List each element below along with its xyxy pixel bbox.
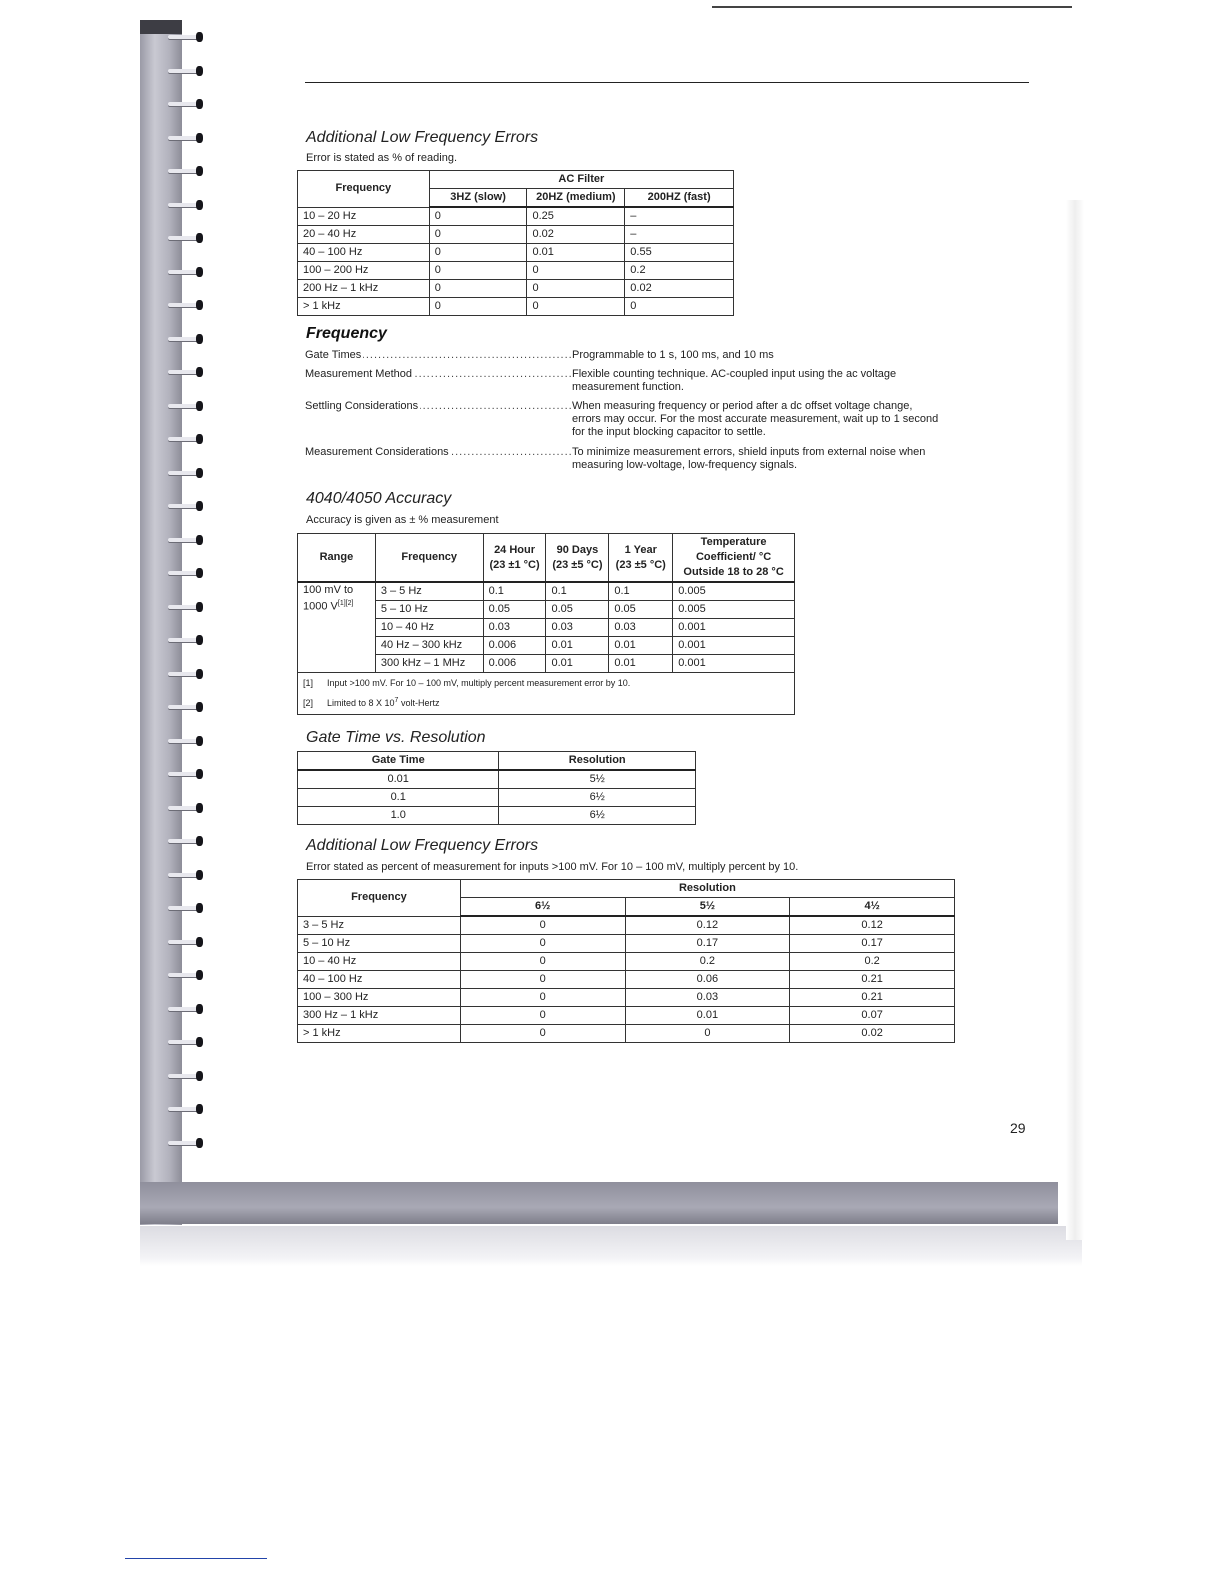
table-row [298,262,734,280]
table-cell: 0.01 [298,770,499,789]
table-cell: 0.1 [546,582,609,601]
col-header: 200HZ (fast) [625,189,734,208]
table-cell: 5 – 10 Hz [375,601,483,619]
spec-label: Measurement Considerations [305,446,449,458]
table-cell: 1.0 [298,807,499,825]
table-cell: 3 – 5 Hz [375,582,483,601]
col-header-frequency: Frequency [298,880,461,917]
col-header-resolution: Resolution [499,752,696,771]
table-cell: 3 – 5 Hz [298,916,461,935]
table-row [298,916,955,935]
table-cell: 0 [625,1025,790,1043]
table-cell: 0 [460,971,625,989]
table-cell: 0 [460,916,625,935]
spec-value: Flexible counting technique. AC-coupled input using the ac voltage measurement function. [572,368,897,393]
footnote-row [298,673,795,693]
table-cell: 0.005 [673,601,795,619]
page-number: 29 [1010,1120,1026,1136]
table-row [298,1007,955,1025]
footnote-text: Limited to 8 X 10 [327,698,395,708]
section-title-low-freq-errors: Additional Low Frequency Errors [306,129,539,146]
table-row [298,298,734,316]
range-cell [298,582,376,673]
gate-time-table [297,751,696,825]
col-header-90d: 90 Days (23 ±5 °C) [546,534,609,583]
section-note-2: Error stated as percent of measurement for inputs >100 mV. For 10 – 100 mV, multiply percent by 10. [306,861,799,873]
table-row [298,244,734,262]
table-cell: – [625,207,734,226]
table-cell: 0.03 [609,619,673,637]
table-cell: 0.02 [790,1025,955,1043]
footnote-sup: 7 [394,697,399,704]
table-cell: 0.01 [625,1007,790,1025]
col-header: 3HZ (slow) [429,189,527,208]
table-cell: 0.02 [625,280,734,298]
table-cell: 0 [429,262,527,280]
table-cell: 10 – 20 Hz [298,207,430,226]
footnote-tail: volt-Hertz [398,698,440,708]
footnote-text: Input >100 mV. For 10 – 100 mV, multiply percent measurement error by 10. [327,678,631,688]
table-cell: 0 [527,280,625,298]
spec-label: Gate Times [305,349,362,361]
table-row [298,226,734,244]
table-cell: 0.05 [483,601,546,619]
table-cell: 200 Hz – 1 kHz [298,280,430,298]
table-cell: 0 [429,280,527,298]
group-header-resolution: Resolution [460,880,954,898]
table-row [298,207,734,226]
table-cell: 6½ [499,789,696,807]
table-row [298,770,696,789]
col-header: 4½ [790,898,955,917]
table-cell: 0 [460,1007,625,1025]
table-row [298,582,795,601]
table-cell: 0.02 [527,226,625,244]
range-sup: [1][2] [337,600,354,607]
table-cell: 0.55 [625,244,734,262]
table-cell: 40 Hz – 300 kHz [375,637,483,655]
table-cell: 300 Hz – 1 kHz [298,1007,461,1025]
table-cell: 0.01 [546,637,609,655]
section-title-gate-time: Gate Time vs. Resolution [306,729,486,746]
table-cell: 0 [429,298,527,316]
table-cell: 100 – 200 Hz [298,262,430,280]
table-cell: 0.2 [625,262,734,280]
section-title-accuracy: 4040/4050 Accuracy [306,490,452,507]
table-cell: 0.06 [625,971,790,989]
table-cell: 0.006 [483,637,546,655]
table-cell: 10 – 40 Hz [298,953,461,971]
spec-value: When measuring frequency or period after a dc offset voltage change, errors may occur. For the most accurate measurement, wait up to 1 second for the input blocking capacitor to settle. [572,400,939,438]
table-cell: 0.2 [790,953,955,971]
table-cell: 0.17 [790,935,955,953]
col-header-range: Range [298,534,376,583]
table-cell: 0.001 [673,637,795,655]
table-cell: 0.01 [609,637,673,655]
table-cell: > 1 kHz [298,298,430,316]
table-cell: 0.12 [790,916,955,935]
table-cell: 0.1 [483,582,546,601]
col-header-gate-time: Gate Time [298,752,499,771]
table-cell: 0 [527,298,625,316]
table-cell: 0.03 [625,989,790,1007]
table-cell: 0.05 [546,601,609,619]
table-cell: 40 – 100 Hz [298,971,461,989]
table-row [298,971,955,989]
col-header: 20HZ (medium) [527,189,625,208]
table-cell: 0.01 [546,655,609,673]
col-header: 5½ [625,898,790,917]
table-cell: 0.01 [609,655,673,673]
col-header: 6½ [460,898,625,917]
table-cell: 0.12 [625,916,790,935]
table-cell: 20 – 40 Hz [298,226,430,244]
table-cell: – [625,226,734,244]
table-cell: 0.03 [546,619,609,637]
table-cell: 0.001 [673,619,795,637]
table-cell: 10 – 40 Hz [375,619,483,637]
table-cell: 5½ [499,770,696,789]
col-header-frequency: Frequency [375,534,483,583]
table-row [298,935,955,953]
table-cell: 0.07 [790,1007,955,1025]
table-cell: 0.03 [483,619,546,637]
table-cell: > 1 kHz [298,1025,461,1043]
table-cell: 0 [429,244,527,262]
table-cell: 0 [429,207,527,226]
table-cell: 0 [429,226,527,244]
table-cell: 100 – 300 Hz [298,989,461,1007]
table-cell: 0.001 [673,655,795,673]
table-cell: 0.21 [790,971,955,989]
spec-value: Programmable to 1 s, 100 ms, and 10 ms [572,349,774,361]
table-cell: 40 – 100 Hz [298,244,430,262]
table-cell: 6½ [499,807,696,825]
range-label-2: 1000 V [303,600,338,613]
low-freq-errors-table-2 [297,879,955,1043]
table-row [298,953,955,971]
table-cell: 0.2 [625,953,790,971]
table-row [298,989,955,1007]
table-cell: 5 – 10 Hz [298,935,461,953]
table-cell: 0 [460,1025,625,1043]
table-cell: 0 [625,298,734,316]
table-cell: 0.1 [609,582,673,601]
table-cell: 300 kHz – 1 MHz [375,655,483,673]
section-title-frequency: Frequency [306,325,387,342]
spec-value: To minimize measurement errors, shield inputs from external noise when measuring low-voltage, low-frequency signals. [572,446,926,471]
section-note: Error is stated as % of reading. [306,152,458,164]
table-cell: 0.21 [790,989,955,1007]
col-header-24h: 24 Hour (23 ±1 °C) [483,534,546,583]
table-row [298,807,696,825]
table-cell: 0.005 [673,582,795,601]
spec-label: Settling Considerations [305,400,419,412]
footnote-mark: [2] [303,698,314,708]
group-header-ac-filter: AC Filter [429,171,733,189]
table-cell: 0.05 [609,601,673,619]
table-cell: 0.01 [527,244,625,262]
range-label: 100 mV to [303,584,354,596]
table-cell: 0 [460,953,625,971]
table-row [298,789,696,807]
low-freq-errors-table [297,170,734,316]
table-cell: 0 [460,989,625,1007]
col-header-temp-coef: Temperature Coefficient/ °C Outside 18 to 28 °C [673,534,795,583]
table-cell: 0 [527,262,625,280]
footnote-row [298,692,795,715]
section-title-low-freq-errors-2: Additional Low Frequency Errors [306,837,539,854]
col-header-frequency: Frequency [298,171,430,208]
accuracy-table [297,533,795,715]
table-cell: 0.1 [298,789,499,807]
accuracy-note: Accuracy is given as ± % measurement [306,514,499,526]
table-row [298,1025,955,1043]
table-cell: 0 [460,935,625,953]
table-cell: 0.006 [483,655,546,673]
table-row [298,280,734,298]
table-cell: 0.25 [527,207,625,226]
footnote-mark: [1] [303,678,314,688]
spec-label: Measurement Method [305,368,412,380]
table-cell: 0.17 [625,935,790,953]
col-header-1y: 1 Year (23 ±5 °C) [609,534,673,583]
